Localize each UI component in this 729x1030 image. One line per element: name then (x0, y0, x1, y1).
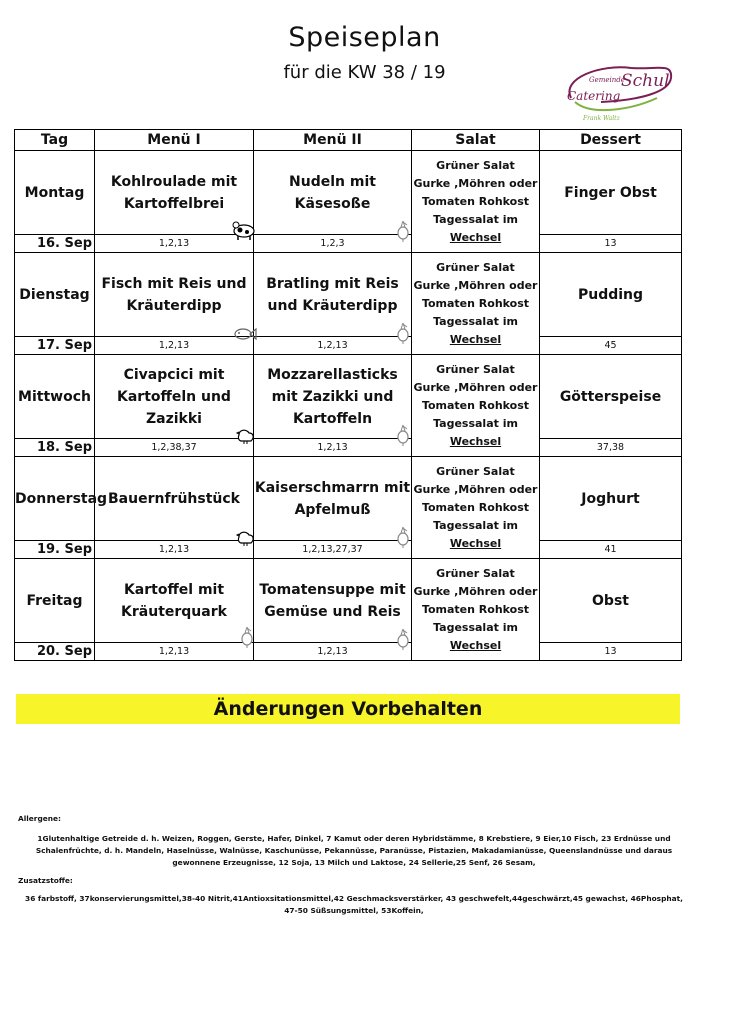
table-row (15, 541, 682, 559)
salat-line: Wechsel (449, 638, 502, 652)
menu2-text: Nudeln mit Käsesoße (289, 173, 376, 212)
page-subtitle: für die KW 38 / 19 (283, 62, 446, 83)
menu1-text: Kohlroulade mit Kartoffelbrei (110, 173, 238, 212)
menu1-allergen-codes: 1,2,13 (95, 643, 254, 661)
salat-line: Tagessalat im (433, 212, 518, 226)
salat-cell (412, 355, 540, 457)
menu1-cell (95, 559, 254, 643)
menu2-text: Kaiserschmarrn mit Apfelmuß (254, 479, 411, 518)
salat-line: Tagessalat im (433, 620, 518, 634)
radish-icon (393, 219, 413, 250)
day-name: Montag (15, 151, 95, 235)
menu1-text: Bauernfrühstück (108, 490, 240, 507)
salat-line: Gurke ,Möhren oder (413, 482, 538, 496)
menu2-cell (254, 253, 412, 337)
dessert-allergen-codes: 13 (540, 235, 682, 253)
menu1-text: Fisch mit Reis und Kräuterdipp (101, 275, 247, 314)
column-header-tag: Tag (15, 130, 95, 151)
page-title: Speiseplan (288, 22, 441, 53)
salat-line: Tomaten Rohkost (421, 398, 530, 412)
menu2-text: Mozzarellasticks mit Zazikki und Kartoffeln (267, 366, 398, 427)
radish-icon (393, 423, 413, 454)
salat-cell (412, 457, 540, 559)
menu2-allergen-codes: 1,2,13 (254, 337, 412, 355)
menu2-allergen-codes: 1,2,3 (254, 235, 412, 253)
menu1-allergen-codes: 1,2,13 (95, 337, 254, 355)
radish-icon (393, 627, 413, 658)
day-name: Freitag (15, 559, 95, 643)
day-date: 20. Sep (15, 643, 95, 661)
menu2-allergen-codes: 1,2,13 (254, 439, 412, 457)
column-header-menu1: Menü I (95, 130, 254, 151)
salat-cell (412, 151, 540, 253)
salat-cell (412, 253, 540, 355)
menu2-allergen-codes: 1,2,13,27,37 (254, 541, 412, 559)
salat-line: Wechsel (449, 332, 502, 346)
day-date: 19. Sep (15, 541, 95, 559)
salat-line: Wechsel (449, 536, 502, 550)
day-date: 16. Sep (15, 235, 95, 253)
table-row (15, 457, 682, 541)
notice-banner: Änderungen Vorbehalten (16, 694, 680, 724)
day-name: Mittwoch (15, 355, 95, 439)
table-row (15, 559, 682, 643)
table-row (15, 337, 682, 355)
salat-line: Tomaten Rohkost (421, 296, 530, 310)
menu1-cell (95, 253, 254, 337)
salat-line: Wechsel (449, 230, 502, 244)
salat-line: Gurke ,Möhren oder (413, 278, 538, 292)
day-date: 17. Sep (15, 337, 95, 355)
salat-line: Grüner Salat (436, 260, 515, 274)
salat-line: Grüner Salat (436, 158, 515, 172)
menu1-text: Civapcici mit Kartoffeln und Zazikki (117, 366, 231, 427)
allergene-text: 1Glutenhaltige Getreide d. h. Weizen, Roggen, Gerste, Hafer, Dinkel, 7 Kamut oder deren Hybridstämme, 8 Krebstiere, 9 Eier,10 Fisch, 23 Erdnüsse und Schalenfrüchte, d. h. Mandeln, Haselnüsse, Walnüsse, Kaschunüsse, Pekannüsse, Paranüsse, Pistazien, Makadamianüsse, Queenslandnüsse und daraus gewonnene Erzeugnisse, 12 Soja, 13 Milch und Laktose, 24 Sellerie,25 Senf, 26 Sesam, (35, 834, 673, 867)
column-header-salat: Salat (412, 130, 540, 151)
column-header-menu2: Menü II (254, 130, 412, 151)
salat-line: Tomaten Rohkost (421, 602, 530, 616)
menu1-cell (95, 151, 254, 235)
salat-line: Gurke ,Möhren oder (413, 584, 538, 598)
dessert-allergen-codes: 13 (540, 643, 682, 661)
svg-text:Frank Waltz: Frank Waltz (583, 115, 620, 122)
salat-line: Grüner Salat (436, 362, 515, 376)
svg-text:Gemeinde: Gemeinde (589, 76, 625, 84)
table-row (15, 643, 682, 661)
logo (561, 58, 679, 124)
column-header-dessert: Dessert (540, 130, 682, 151)
dessert-allergen-codes: 37,38 (540, 439, 682, 457)
zusatzstoffe-text: 36 farbstoff, 37konservierungsmittel,38-40 Nitrit,41Antioxsitationsmittel,42 Geschmacksverstärker, 43 geschwefelt,44geschwärzt,45 gewachst, 46Phosphat, 47-50 Süßsungsmittel, 53Koffein, (25, 894, 683, 915)
salat-line: Gurke ,Möhren oder (413, 176, 538, 190)
menu2-text: Tomatensuppe mit Gemüse und Reis (259, 581, 406, 620)
salat-line: Tagessalat im (433, 314, 518, 328)
menu2-allergen-codes: 1,2,13 (254, 643, 412, 661)
salat-line: Tomaten Rohkost (421, 500, 530, 514)
day-date: 18. Sep (15, 439, 95, 457)
salat-line: Tagessalat im (433, 518, 518, 532)
menu2-cell (254, 355, 412, 439)
dessert-allergen-codes: 41 (540, 541, 682, 559)
menu1-cell (95, 457, 254, 541)
salat-line: Wechsel (449, 434, 502, 448)
svg-text:Catering: Catering (567, 89, 621, 103)
zusatzstoffe-label: Zusatzstoffe: (18, 876, 73, 885)
table-row (15, 235, 682, 253)
menu1-cell (95, 355, 254, 439)
menu-table (14, 129, 682, 661)
menu2-text: Bratling mit Reis und Kräuterdipp (266, 275, 399, 314)
day-name: Donnerstag (15, 457, 95, 541)
menu2-cell (254, 559, 412, 643)
day-name: Dienstag (15, 253, 95, 337)
menu1-allergen-codes: 1,2,13 (95, 235, 254, 253)
salat-line: Gurke ,Möhren oder (413, 380, 538, 394)
dessert-cell: Finger Obst (540, 151, 682, 235)
salat-line: Grüner Salat (436, 566, 515, 580)
dessert-allergen-codes: 45 (540, 337, 682, 355)
menu1-text: Kartoffel mit Kräuterquark (121, 581, 227, 620)
svg-text:Schul: Schul (621, 71, 670, 91)
table-row (15, 253, 682, 337)
radish-icon (393, 321, 413, 352)
menu2-cell (254, 151, 412, 235)
dessert-cell: Obst (540, 559, 682, 643)
radish-icon (393, 525, 413, 556)
salat-cell (412, 559, 540, 661)
allergene-label: Allergene: (18, 814, 61, 823)
menu1-allergen-codes: 1,2,38,37 (95, 439, 254, 457)
dessert-cell: Pudding (540, 253, 682, 337)
table-row (15, 355, 682, 439)
table-row (15, 151, 682, 235)
menu2-cell (254, 457, 412, 541)
dessert-cell: Joghurt (540, 457, 682, 541)
salat-line: Tagessalat im (433, 416, 518, 430)
dessert-cell: Götterspeise (540, 355, 682, 439)
table-row (15, 439, 682, 457)
salat-line: Grüner Salat (436, 464, 515, 478)
menu1-allergen-codes: 1,2,13 (95, 541, 254, 559)
salat-line: Tomaten Rohkost (421, 194, 530, 208)
